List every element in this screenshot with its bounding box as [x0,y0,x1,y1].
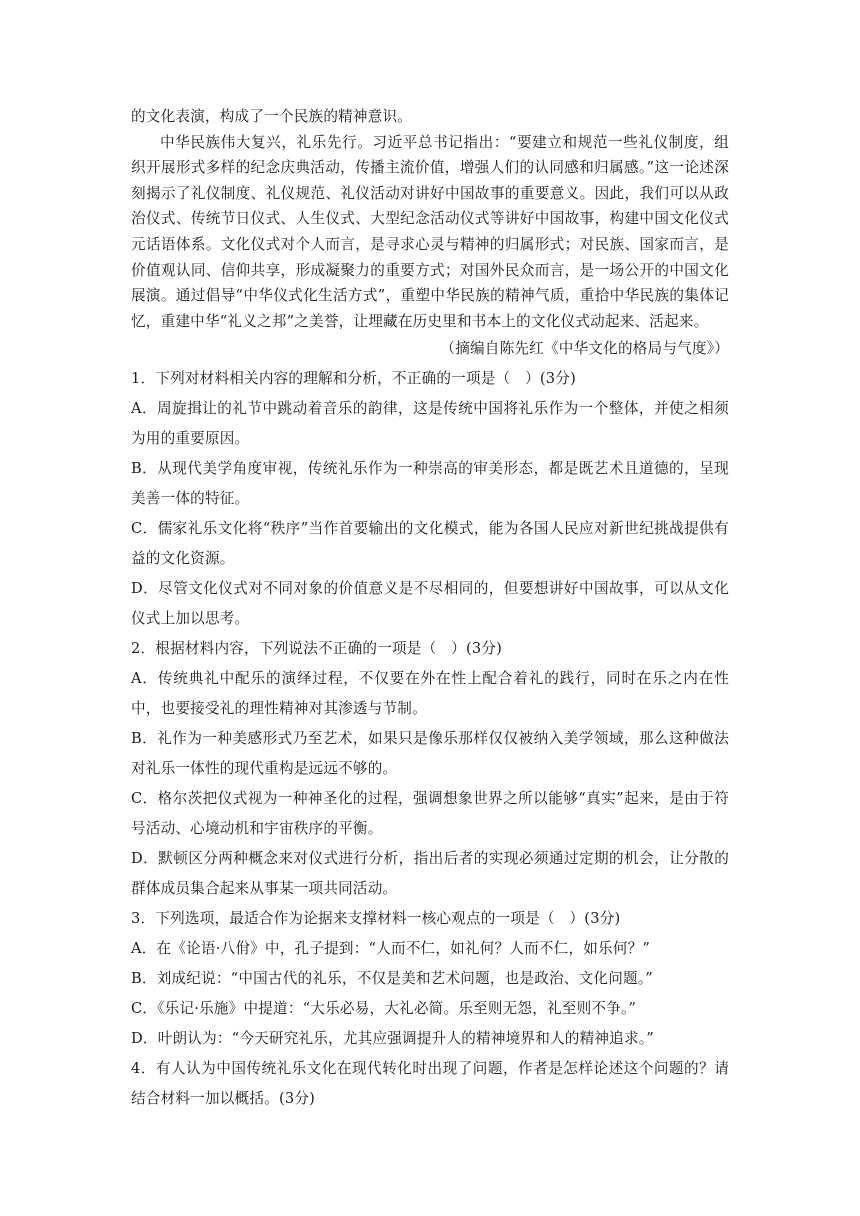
option-d: D．叶朗认为：“今天研究礼乐，尤其应强调提升人的精神境界和人的精神追求。” [131,1029,654,1047]
option-b: B．从现代美学角度审视，传统礼乐作为一种崇高的审美形态，都是既艺术且道德的，呈现美善一体的特征。 [131,459,729,507]
option-a: A．传统典礼中配乐的演绎过程，不仅要在外在性上配合着礼的践行，同时在乐之内在性中，也要接受礼的理性精神对其渗透与节制。 [131,669,729,717]
question-stem: 2．根据材料内容，下列说法不正确的一项是（ ）(3分) [131,639,503,657]
option-d: D．默顿区分两种概念来对仪式进行分析，指出后者的实现必须通过定期的机会，让分散的群体成员集合起来从事某一项共同活动。 [131,849,729,897]
question-stem: 1．下列对材料相关内容的理解和分析，不正确的一项是（ ）(3分) [131,369,576,387]
option-a: A．周旋揖让的礼节中跳动着音乐的韵律，这是传统中国将礼乐作为一个整体，并使之相须为用的重要原因。 [131,399,729,447]
passage-source: （摘编自陈先红《中华文化的格局与气度》） [440,340,729,358]
question-4 [131,1054,729,1114]
option-b: B．礼作为一种美感形式乃至艺术，如果只是像乐那样仅仅被纳入美学领域，那么这种做法对礼乐一体性的现代重构是远远不够的。 [131,729,729,777]
question-2 [131,634,729,904]
option-b: B．刘成纪说：“中国古代的礼乐，不仅是美和艺术问题，也是政治、文化问题。” [131,969,653,987]
question-stem: 4．有人认为中国传统礼乐文化在现代转化时出现了问题，作者是怎样论述这个问题的？请结合材料一加以概括。(3分) [131,1059,729,1107]
option-c: C．儒家礼乐文化将“秩序”当作首要输出的文化模式，能为各国人民应对新世纪挑战提供有益的文化资源。 [131,519,729,567]
option-a: A．在《论语·八佾》中，孔子提到：“人而不仁，如礼何？人而不仁，如乐何？” [131,939,651,957]
option-c: C．《乐记·乐施》中提道：“大乐必易，大礼必简。乐至则无怨，礼至则不争。” [131,999,637,1017]
question-stem: 3．下列选项，最适合作为论据来支撑材料一核心观点的一项是（ ）(3分) [131,909,621,927]
question-3 [131,904,729,1054]
question-1 [131,364,729,634]
option-c: C．格尔茨把仪式视为一种神圣化的过程，强调想象世界之所以能够“真实”起来，是由于符号活动、心境动机和宇宙秩序的平衡。 [131,789,729,837]
passage-continuation: 的文化表演，构成了一个民族的精神意识。 [131,108,413,125]
page-content [131,104,729,1114]
passage-paragraph: 中华民族伟大复兴，礼乐先行。习近平总书记指出：“要建立和规范一些礼仪制度，组织开展形式多样的纪念庆典活动，传播主流价值，增强人们的认同感和归属感。”这一论述深刻揭示了礼仪制度、礼仪规范、礼仪活动对讲好中国故事的重要意义。因此，我们可以从政治仪式、传统节日仪式、人生仪式、大型纪念活动仪式等讲好中国故事，构建中国文化仪式元话语体系。文化仪式对个人而言，是寻求心灵与精神的归属形式；对民族、国家而言，是价值观认同、信仰共享，形成凝聚力的重要方式；对国外民众而言，是一场公开的中国文化展演。通过倡导“中华仪式化生活方式”，重塑中华民族的精神气质，重拾中华民族的集体记忆，重建中华“礼义之邦”之美誉，让埋藏在历史里和书本上的文化仪式动起来、活起来。 [131,133,729,330]
option-d: D．尽管文化仪式对不同对象的价值意义是不尽相同的，但要想讲好中国故事，可以从文化仪式上加以思考。 [131,579,729,627]
